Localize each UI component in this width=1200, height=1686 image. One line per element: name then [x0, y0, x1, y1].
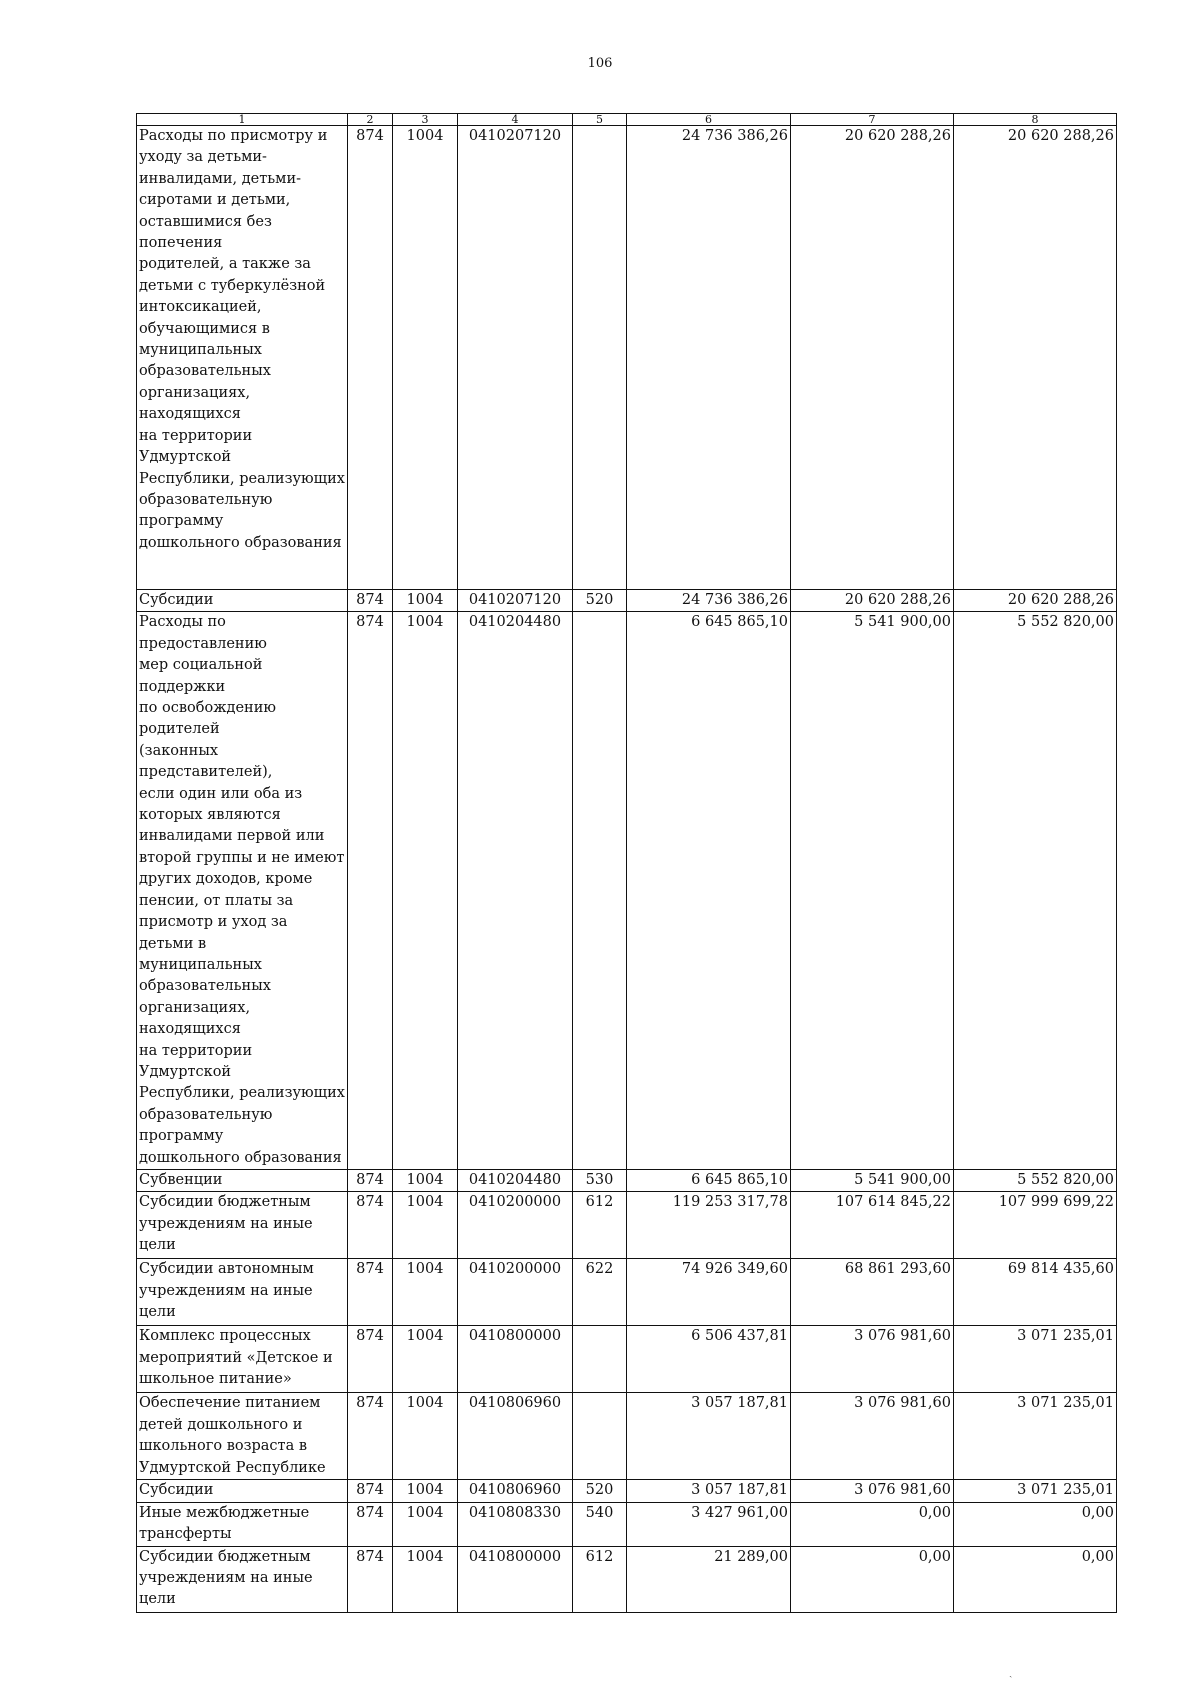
- row-expense-type: 520: [573, 590, 627, 612]
- column-header: 3: [393, 114, 458, 126]
- row-expense-type: 622: [573, 1259, 627, 1326]
- row-grbs: 874: [348, 1393, 393, 1480]
- row-name: Субсидии: [137, 590, 348, 612]
- row-target-article: 0410207120: [458, 590, 573, 612]
- row-amount-1: 3 057 187,81: [627, 1480, 791, 1502]
- scan-speck: ˏ: [1009, 1667, 1013, 1678]
- row-amount-2: 3 076 981,60: [791, 1480, 954, 1502]
- row-expense-type: [573, 612, 627, 1170]
- row-amount-1: 24 736 386,26: [627, 590, 791, 612]
- row-section: 1004: [393, 1502, 458, 1546]
- row-expense-type: [573, 126, 627, 590]
- row-grbs: 874: [348, 1192, 393, 1259]
- row-name: Субсидии бюджетным учреждениям на иные цели: [137, 1192, 348, 1259]
- row-target-article: 0410204480: [458, 612, 573, 1170]
- row-target-article: 0410200000: [458, 1259, 573, 1326]
- row-grbs: 874: [348, 590, 393, 612]
- column-header: 2: [348, 114, 393, 126]
- row-expense-type: [573, 1393, 627, 1480]
- row-amount-2: 3 076 981,60: [791, 1326, 954, 1393]
- row-amount-1: 6 645 865,10: [627, 612, 791, 1170]
- row-grbs: 874: [348, 1480, 393, 1502]
- table-row: [137, 1192, 1117, 1259]
- row-amount-1: 21 289,00: [627, 1546, 791, 1612]
- table-row: [137, 1480, 1117, 1502]
- row-section: 1004: [393, 1169, 458, 1191]
- row-target-article: 0410800000: [458, 1326, 573, 1393]
- row-amount-1: 3 427 961,00: [627, 1502, 791, 1546]
- row-amount-3: 107 999 699,22: [954, 1192, 1117, 1259]
- row-amount-2: 5 541 900,00: [791, 1169, 954, 1191]
- row-amount-2: 0,00: [791, 1546, 954, 1612]
- row-section: 1004: [393, 1259, 458, 1326]
- row-amount-1: 74 926 349,60: [627, 1259, 791, 1326]
- row-amount-2: 68 861 293,60: [791, 1259, 954, 1326]
- budget-table: [136, 113, 1117, 1613]
- row-name: Субсидии автономным учреждениям на иные цели: [137, 1259, 348, 1326]
- row-amount-2: 20 620 288,26: [791, 126, 954, 590]
- row-grbs: 874: [348, 1502, 393, 1546]
- table-row: [137, 1502, 1117, 1546]
- row-amount-1: 6 506 437,81: [627, 1326, 791, 1393]
- row-amount-2: 107 614 845,22: [791, 1192, 954, 1259]
- row-target-article: 0410806960: [458, 1393, 573, 1480]
- row-target-article: 0410207120: [458, 126, 573, 590]
- row-section: 1004: [393, 590, 458, 612]
- row-target-article: 0410200000: [458, 1192, 573, 1259]
- row-name: Обеспечение питанием детей дошкольного и школьного возраста в Удмуртской Республике: [137, 1393, 348, 1480]
- column-header: 8: [954, 114, 1117, 126]
- table-row: [137, 126, 1117, 590]
- row-grbs: 874: [348, 126, 393, 590]
- row-amount-2: 3 076 981,60: [791, 1393, 954, 1480]
- column-number-row: [137, 114, 1117, 126]
- row-amount-1: 6 645 865,10: [627, 1169, 791, 1191]
- row-grbs: 874: [348, 612, 393, 1170]
- row-amount-3: 20 620 288,26: [954, 590, 1117, 612]
- table-row: [137, 612, 1117, 1170]
- column-header: 5: [573, 114, 627, 126]
- row-target-article: 0410204480: [458, 1169, 573, 1191]
- row-name: Расходы по предоставлению мер социальной поддержки по освобождению родителей (законных представителей), если один или оба из которых являются инвалидами первой или второй группы и не имеют других доходов, кроме пенсии, от платы за присмотр и уход за детьми в муниципальных образовательных организациях, находящихся на территории Удмуртской Республики, реализующих образовательную программу дошкольного образования: [137, 612, 348, 1170]
- row-expense-type: [573, 1326, 627, 1393]
- row-expense-type: 540: [573, 1502, 627, 1546]
- table-row: [137, 1393, 1117, 1480]
- row-expense-type: 612: [573, 1192, 627, 1259]
- row-name: Субсидии: [137, 1480, 348, 1502]
- column-header: 7: [791, 114, 954, 126]
- row-amount-1: 24 736 386,26: [627, 126, 791, 590]
- row-amount-3: 3 071 235,01: [954, 1480, 1117, 1502]
- row-name: Комплекс процессных мероприятий «Детское и школьное питание»: [137, 1326, 348, 1393]
- table-row: [137, 1326, 1117, 1393]
- row-amount-3: 5 552 820,00: [954, 1169, 1117, 1191]
- page-number: 106: [587, 56, 613, 71]
- row-expense-type: 520: [573, 1480, 627, 1502]
- table-row: [137, 1259, 1117, 1326]
- column-header: 4: [458, 114, 573, 126]
- row-amount-1: 3 057 187,81: [627, 1393, 791, 1480]
- row-amount-3: 3 071 235,01: [954, 1393, 1117, 1480]
- row-name: Субсидии бюджетным учреждениям на иные цели: [137, 1546, 348, 1612]
- row-amount-3: 20 620 288,26: [954, 126, 1117, 590]
- row-amount-2: 20 620 288,26: [791, 590, 954, 612]
- column-header: 6: [627, 114, 791, 126]
- row-grbs: 874: [348, 1546, 393, 1612]
- row-amount-3: 3 071 235,01: [954, 1326, 1117, 1393]
- row-amount-2: 0,00: [791, 1502, 954, 1546]
- table-row: [137, 1546, 1117, 1612]
- row-section: 1004: [393, 126, 458, 590]
- row-name: Иные межбюджетные трансферты: [137, 1502, 348, 1546]
- column-header: 1: [137, 114, 348, 126]
- row-section: 1004: [393, 1546, 458, 1612]
- row-grbs: 874: [348, 1326, 393, 1393]
- row-amount-3: 5 552 820,00: [954, 612, 1117, 1170]
- row-section: 1004: [393, 1480, 458, 1502]
- row-amount-3: 69 814 435,60: [954, 1259, 1117, 1326]
- row-target-article: 0410808330: [458, 1502, 573, 1546]
- table-row: [137, 1169, 1117, 1191]
- row-section: 1004: [393, 1393, 458, 1480]
- row-expense-type: 612: [573, 1546, 627, 1612]
- table-row: [137, 590, 1117, 612]
- row-target-article: 0410806960: [458, 1480, 573, 1502]
- row-section: 1004: [393, 612, 458, 1170]
- row-section: 1004: [393, 1192, 458, 1259]
- row-grbs: 874: [348, 1259, 393, 1326]
- row-amount-1: 119 253 317,78: [627, 1192, 791, 1259]
- row-target-article: 0410800000: [458, 1546, 573, 1612]
- row-expense-type: 530: [573, 1169, 627, 1191]
- row-amount-2: 5 541 900,00: [791, 612, 954, 1170]
- row-section: 1004: [393, 1326, 458, 1393]
- row-name: Субвенции: [137, 1169, 348, 1191]
- row-grbs: 874: [348, 1169, 393, 1191]
- row-amount-3: 0,00: [954, 1546, 1117, 1612]
- row-amount-3: 0,00: [954, 1502, 1117, 1546]
- row-name: Расходы по присмотру и уходу за детьми- инвалидами, детьми- сиротами и детьми, оставшимися без попечения родителей, а также за детьми с туберкулёзной интоксикацией, обучающимися в муниципальных образовательных организациях, находящихся на территории Удмуртской Республики, реализующих образовательную программу дошкольного образования: [137, 126, 348, 590]
